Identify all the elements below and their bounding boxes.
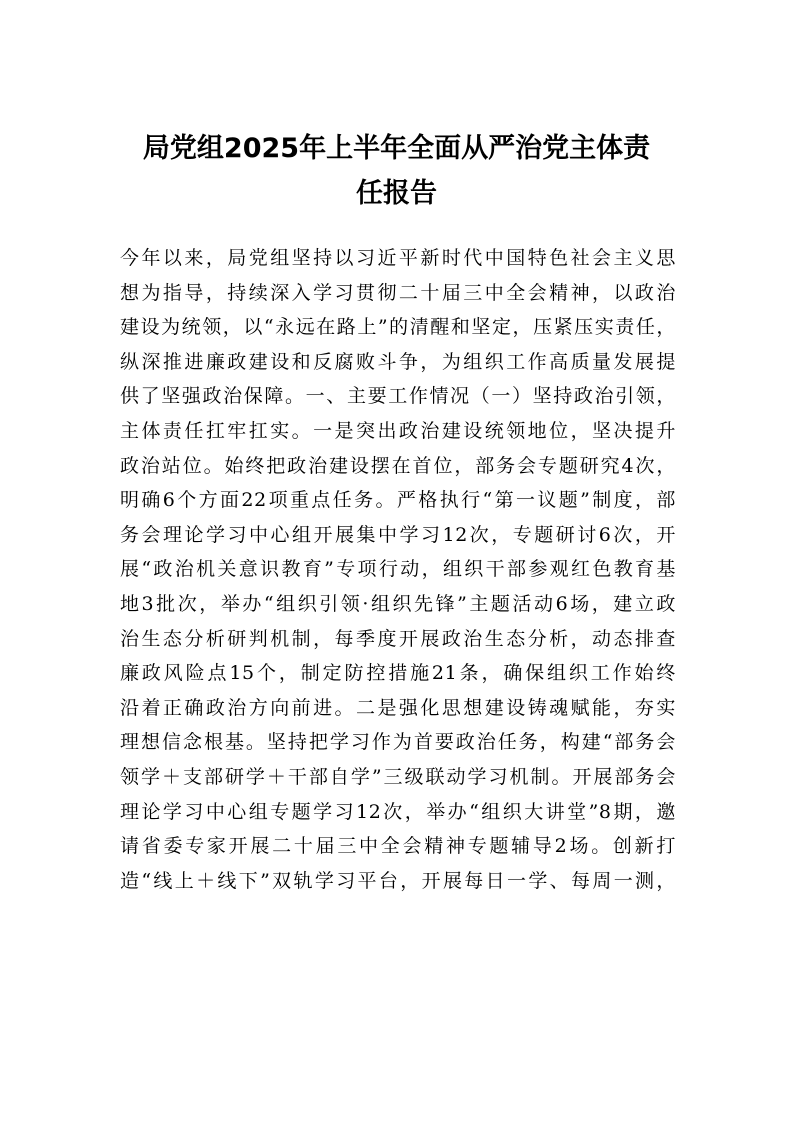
body-line: 明确6个方面22项重点任务。严格执行“第一议题”制度，部 [120,489,676,512]
title-line: 局党组2025年上半年全面从严治党主体责 [142,133,651,164]
body-line: 理论学习中心组专题学习12次，举办“组织大讲堂”8期，邀 [120,800,676,823]
title-line: 任报告 [356,178,437,209]
document-body [120,241,676,898]
body-line: 主体责任扛牢扛实。一是突出政治建设统领地位，坚决提升 [120,419,676,442]
body-line: 请省委专家开展二十届三中全会精神专题辅导2场。创新打 [120,835,676,858]
body-line: 今年以来，局党组坚持以习近平新时代中国特色社会主义思 [120,247,676,269]
body-line: 廉政风险点15个，制定防控措施21条，确保组织工作始终 [120,662,676,685]
body-line: 展“政治机关意识教育”专项行动，组织干部参观红色教育基 [120,558,676,581]
body-line: 想为指导，持续深入学习贯彻二十届三中全会精神，以政治 [120,281,676,304]
body-line: 治生态分析研判机制，每季度开展政治生态分析，动态排查 [120,627,676,650]
body-line: 理想信念根基。坚持把学习作为首要政治任务，构建“部务会 [120,731,676,754]
body-line: 供了坚强政治保障。一、主要工作情况（一）坚持政治引领， [120,385,676,408]
body-line: 建设为统领，以“永远在路上”的清醒和坚定，压紧压实责任， [120,316,676,339]
body-line: 纵深推进廉政建设和反腐败斗争，为组织工作高质量发展提 [120,350,676,373]
body-line: 造“线上＋线下”双轨学习平台，开展每日一学、每周一测， [120,869,676,892]
body-line: 领学＋支部研学＋干部自学”三级联动学习机制。开展部务会 [120,765,676,788]
body-line: 沿着正确政治方向前进。二是强化思想建设铸魂赋能，夯实 [120,696,676,719]
body-line: 地3批次，举办“组织引领·组织先锋”主题活动6场，建立政 [120,592,676,615]
body-line: 务会理论学习中心组开展集中学习12次，专题研讨6次，开 [120,523,676,546]
body-line: 政治站位。始终把政治建设摆在首位，部务会专题研究4次， [120,454,676,477]
document-title [110,126,683,216]
